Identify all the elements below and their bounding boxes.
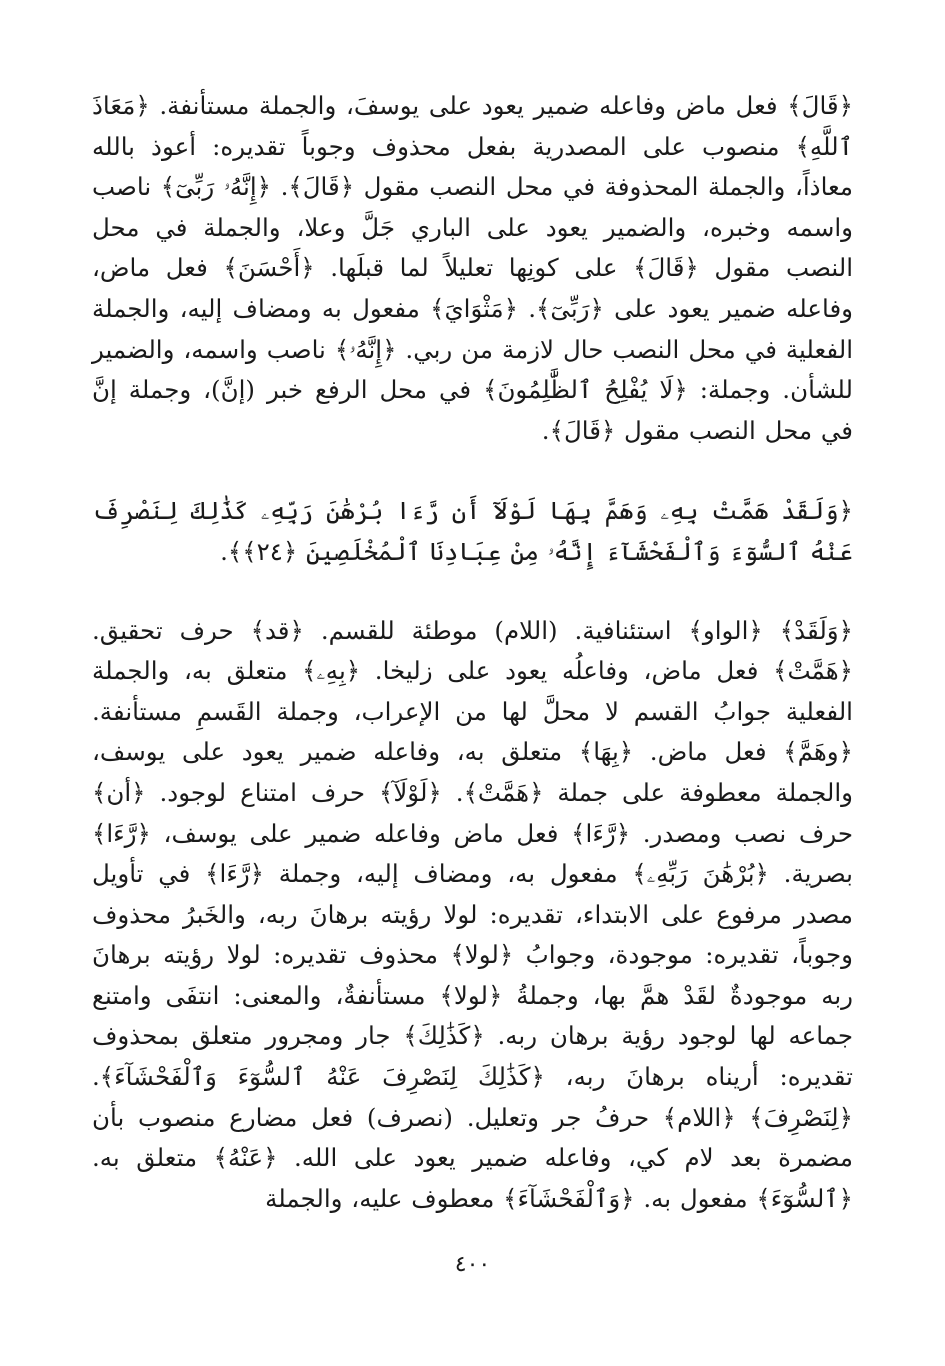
paragraph-irab-ayah-23: ﴿قَالَ﴾ فعل ماض وفاعله ضمير يعود على يوسفَ، والجملة مستأنفة. ﴿مَعَاذَ ٱللَّهِ﴾ منصوب على المصدرية بفعل محذوف وجوباً تقديره: أعوذ بالله معاذاً، والجملة المحذوفة في محل النصب مقول ﴿قَالَ﴾. ﴿إِنَّهُۥ رَبِّىٓ﴾ ناصب واسمه وخبره، والضمير يعود على الباري جَلَّ وعلا، والجملة في محل النصب مقول ﴿قَالَ﴾ على كونِها تعليلاً لما قبلَها. ﴿أَحْسَنَ﴾ فعل ماض، وفاعله ضمير يعود على ﴿رَبِّىٓ﴾. ﴿مَثْوَايَ﴾ مفعول به ومضاف إليه، والجملة الفعلية في محل النصب حال لازمة من ربي. ﴿إِنَّهُۥ﴾ ناصب واسمه، والضمير للشأن. وجملة: ﴿لَا يُفْلِحُ ٱلظَّٰلِمُونَ﴾ في محل الرفع خبر (إنَّ)، وجملة إنَّ في محل النصب مقول ﴿قَالَ﴾. [92, 91, 853, 445]
page-body [92, 86, 853, 1219]
quran-verse-24: ﴿وَلَقَدْ هَمَّتْ بِهِۦ وَهَمَّ بِهَا لَوْلَآ أَن رَّءَا بُرْهَٰنَ رَبِّهِۦ كَذَٰلِكَ لِنَصْرِفَ عَنْهُ ٱلسُّوٓءَ وَٱلْفَحْشَآءَ إِنَّهُۥ مِنْ عِبَادِنَا ٱلْمُخْلَصِينَ ﴿٢٤﴾﴾. [92, 496, 853, 566]
page-number: ٤٠٠ [454, 1252, 491, 1277]
paragraph-irab-ayah-24: ﴿وَلَقَدْ﴾ ﴿الواو﴾ استئنافية. (اللام) موطئة للقسم. ﴿قد﴾ حرف تحقيق. ﴿هَمَّتْ﴾ فعل ماض، وفاعلُه يعود على زليخا. ﴿بِهِۦ﴾ متعلق به، والجملة الفعلية جوابُ القسم لا محلَّ لها من الإعراب، وجملة القَسمِ مستأنفة. ﴿وهَمَّ﴾ فعل ماض. ﴿بِهَا﴾ متعلق به، وفاعله ضمير يعود على يوسف، والجملة معطوفة على جملة ﴿هَمَّتْ﴾. ﴿لَوْلَآ﴾ حرف امتناع لوجود. ﴿أن﴾ حرف نصب ومصدر. ﴿رَّءَا﴾ فعل ماض وفاعله ضمير على يوسف، ﴿رَّءَا﴾ بصرية. ﴿بُرْهَٰنَ رَبِّهِۦ﴾ مفعول به، ومضاف إليه، وجملة ﴿رَّءَا﴾ في تأويل مصدر مرفوع على الابتداء، تقديره: لولا رؤيته برهانَ ربه، والخَبرُ محذوف وجوباً، تقديره: موجودة، وجوابُ ﴿لولا﴾ محذوف تقديره: لولا رؤيته برهانَ ربه موجودةٌ لقَدْ همَّ بها، وجملةُ ﴿لولا﴾ مستأنفةٌ، والمعنى: انتفَى وامتنع جماعه لها لوجود رؤية برهان ربه. ﴿كَذَٰلِكَ﴾ جار ومجرور متعلق بمحذوف تقديره: أريناه برهانَ ربه، ﴿كَذَٰلِكَ لِنَصْرِفَ عَنْهُ ٱلسُّوٓءَ وَٱلْفَحْشَآءَ﴾. ﴿لِنَصْرِفَ﴾ ﴿اللام﴾ حرفُ جر وتعليل. (نصرف) فعل مضارع منصوب بأن مضمرة بعد لام كي، وفاعله ضمير يعود على الله. ﴿عَنْهُ﴾ متعلق به. ﴿ٱلسُّوٓءَ﴾ مفعول به. ﴿وَٱلْفَحْشَآءَ﴾ معطوف عليه، والجملة [92, 615, 853, 1213]
